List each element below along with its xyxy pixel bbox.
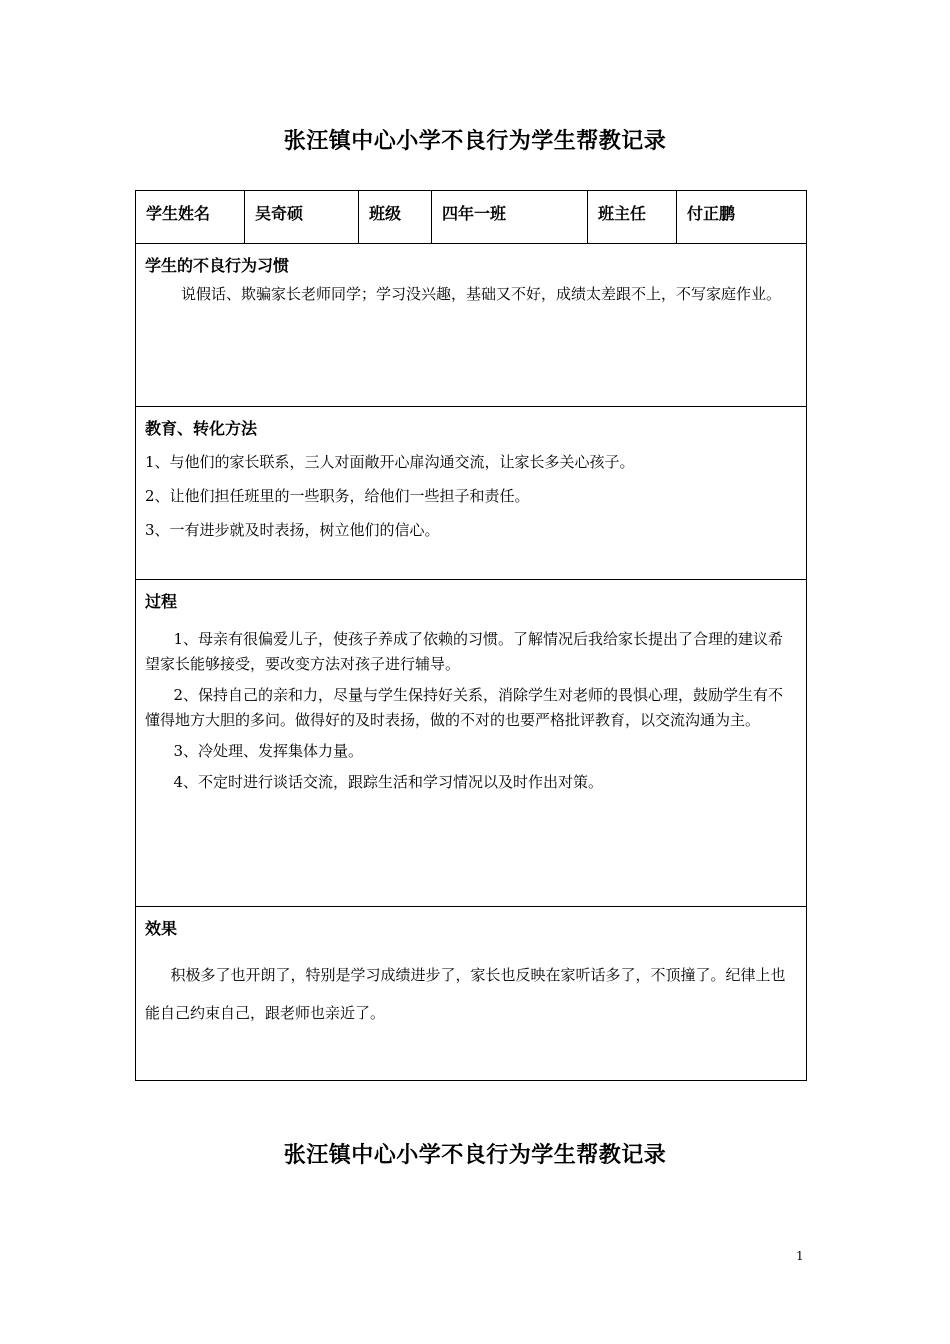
head-teacher-label: 班主任 — [588, 191, 677, 244]
header-row — [136, 191, 807, 244]
effect-label: 效果 — [145, 919, 178, 938]
page-number: 1 — [796, 1249, 804, 1263]
process-item: 2、保持自己的亲和力，尽量与学生保持好关系，消除学生对老师的畏惧心理，鼓励学生有不懂得地方大胆的多问。做得好的及时表扬，做的不对的也要严格批评教育，以交流沟通为主。 — [145, 686, 784, 729]
effect-row — [136, 907, 807, 1081]
method-item: 2、让他们担任班里的一些职务，给他们一些担子和责任。 — [145, 487, 530, 505]
student-name-value: 吴奇硕 — [245, 191, 359, 244]
class-value: 四年一班 — [432, 191, 588, 244]
bad-habits-cell — [136, 244, 807, 407]
effect-text: 积极多了也开朗了，特别是学习成绩进步了，家长也反映在家听话多了，不顶撞了。纪律上也能自己约束自己，跟老师也亲近了。 — [145, 966, 786, 1022]
methods-row — [136, 407, 807, 580]
methods-cell — [136, 407, 807, 580]
document-title-repeat: 张汪镇中心小学不良行为学生帮教记录 — [283, 1143, 667, 1168]
process-item: 1、母亲有很偏爱儿子，使孩子养成了依赖的习惯。了解情况后我给家长提出了合理的建议希望家长能够接受，要改变方法对孩子进行辅导。 — [145, 630, 784, 673]
process-label: 过程 — [145, 592, 178, 611]
head-teacher-value: 付正鹏 — [677, 191, 807, 244]
process-cell — [136, 580, 807, 907]
document-title: 张汪镇中心小学不良行为学生帮教记录 — [283, 129, 667, 154]
class-label: 班级 — [359, 191, 432, 244]
effect-cell — [136, 907, 807, 1081]
method-item: 1、与他们的家长联系，三人对面敞开心扉沟通交流，让家长多关心孩子。 — [145, 453, 635, 471]
process-item: 4、不定时进行谈话交流，跟踪生活和学习情况以及时作出对策。 — [173, 773, 604, 791]
bad-habits-label: 学生的不良行为习惯 — [145, 256, 290, 275]
methods-label: 教育、转化方法 — [145, 419, 258, 438]
bad-habits-row — [136, 244, 807, 407]
method-item: 3、一有进步就及时表扬，树立他们的信心。 — [145, 521, 440, 539]
process-row — [136, 580, 807, 907]
student-name-label: 学生姓名 — [136, 191, 245, 244]
record-table — [135, 190, 807, 1081]
bad-habits-text: 说假话、欺骗家长老师同学；学习没兴趣，基础又不好，成绩太差跟不上，不写家庭作业。 — [181, 285, 782, 303]
process-item: 3、冷处理、发挥集体力量。 — [173, 742, 364, 760]
